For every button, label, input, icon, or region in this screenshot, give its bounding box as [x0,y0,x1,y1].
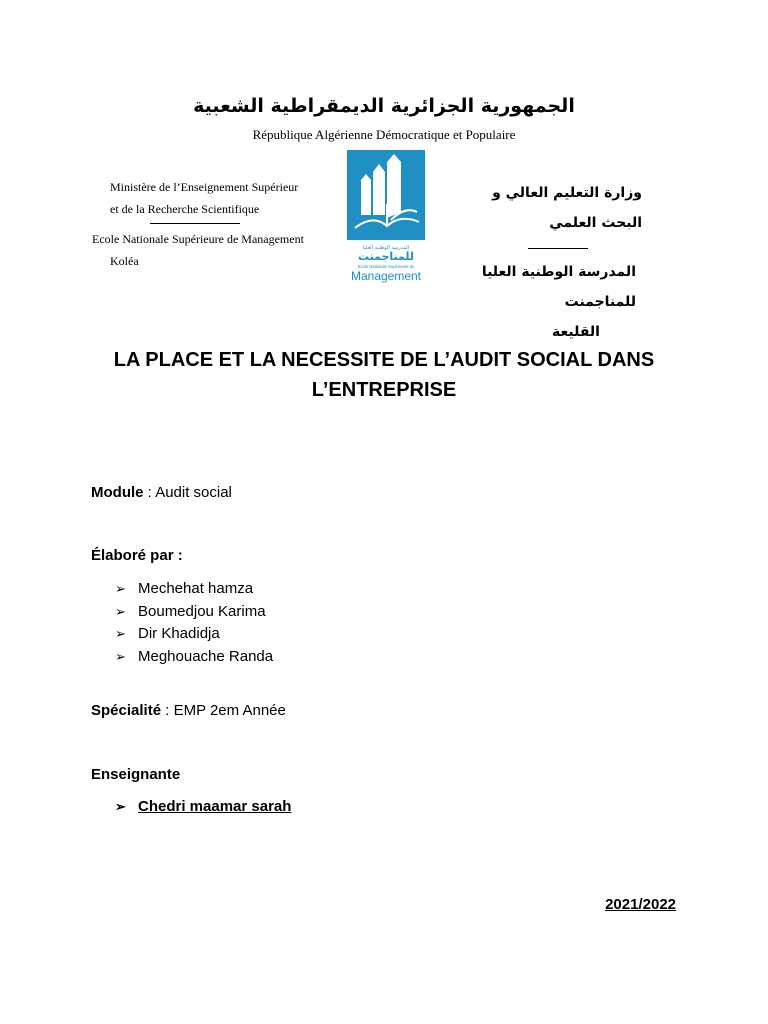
document-title [60,345,708,405]
list-item [115,646,273,669]
prepared-by-label: Élaboré par : [91,547,183,564]
ministry-block-arabic [462,178,642,347]
arrow-bullet-icon: ➢ [115,626,126,641]
teacher-item [115,798,291,815]
module-separator: : [143,484,156,501]
republic-french: République Algérienne Démocratique et Populaire [252,127,516,142]
teacher-label: Enseignante [91,766,181,783]
speciality-field [91,702,286,719]
logo-text-ar-small: المدرسة الوطنية العليا [362,245,410,251]
authors-list [115,578,273,668]
republic-arabic: الجمهورية الجزائرية الديمقراطية الشعبية [193,95,575,117]
logo-text-fr-big: Management [350,269,422,283]
ministry-block-french [92,176,322,272]
author-name: Boumedjou Karima [138,602,266,620]
school-line-1: Ecole Nationale Supérieure de Management [92,232,304,246]
speciality-label: Spécialité [91,702,162,719]
divider-left [150,223,240,224]
teacher-name: Chedri maamar sarah [138,798,292,815]
module-field [91,484,232,501]
city-arabic: القليعة [552,324,600,340]
list-item [115,601,273,624]
divider-right [528,248,588,249]
ministry-line-1: Ministère de l’Enseignement Supérieur [110,180,299,194]
ministry-line-2: et de la Recherche Scientifique [110,202,260,216]
title-line-2: L’ENTREPRISE [311,379,457,401]
speciality-value: EMP 2em Année [173,702,286,719]
school-arabic: المدرسة الوطنية العليا للمناجمنت [481,264,636,310]
module-value: Audit social [155,484,232,501]
author-name: Dir Khadidja [138,625,220,642]
speciality-separator: : [161,702,174,719]
ministry-arabic: وزارة التعليم العالي و البحث العلمي [492,185,642,231]
title-line-1: LA PLACE ET LA NECESSITE DE L’AUDIT SOCIAL DANS [113,349,655,371]
arrow-bullet-icon: ➢ [115,648,126,664]
arrow-bullet-icon: ➢ [115,799,126,814]
arrow-bullet-icon: ➢ [115,581,126,596]
list-item [115,578,273,601]
school-logo [347,150,425,285]
logo-text-fr-small: Ecole Nationale Supérieure de [357,264,415,269]
module-label: Module [91,484,144,501]
author-name: Mechehat hamza [138,580,254,597]
list-item [115,623,273,646]
arrow-bullet-icon: ➢ [115,603,126,619]
author-name: Meghouache Randa [138,647,274,665]
academic-year: 2021/2022 [605,896,676,913]
school-line-2: Koléa [110,254,139,268]
logo-text-ar-big: للمناجمنت [357,250,415,263]
